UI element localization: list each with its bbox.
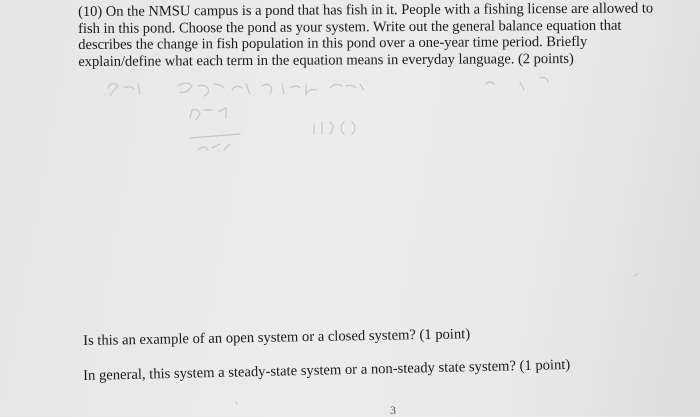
question-10-prompt: (10) On the NMSU campus is a pond that has fish in it. People with a fishing license are allowed to fish in this pond. Choose the pond as your system. Write out the general balance equation that describes the change in fish population in this pond over a one-year time period. Briefly explain/define what each term in the equation means in everyday language. (2 points) bbox=[78, 0, 654, 70]
open-closed-system-question: Is this an example of an open system or a closed system? (1 point) bbox=[83, 326, 471, 349]
steady-state-question: In general, this system a steady-state system or a non-steady state system? (1 point) bbox=[83, 356, 571, 384]
page-number: 3 bbox=[390, 403, 396, 417]
